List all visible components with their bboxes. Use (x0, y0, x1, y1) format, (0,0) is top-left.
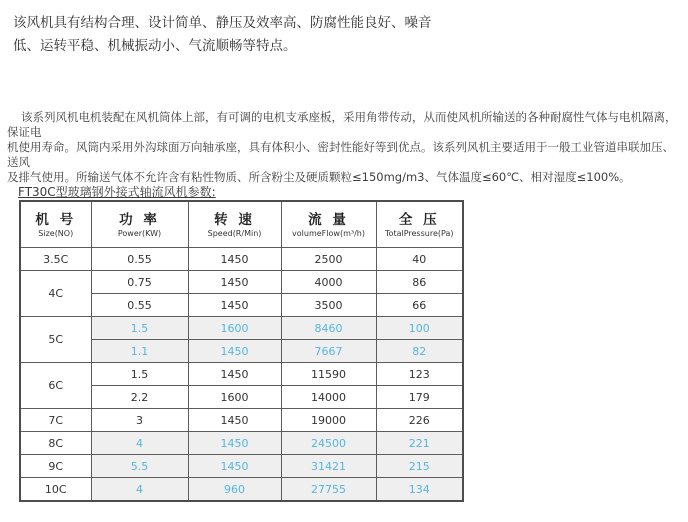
fan-table-body (20, 248, 463, 502)
table-row (20, 248, 463, 271)
fan-parameters-table (19, 200, 464, 502)
col-header-power-en: Power(KW) (117, 229, 162, 238)
size-cell: 5C (20, 317, 91, 363)
speed-cell: 1600 (188, 317, 281, 340)
table-row (20, 432, 463, 455)
table-header (20, 201, 463, 248)
col-header-flow-zh: 流 量 (308, 212, 349, 228)
header-row (20, 201, 463, 248)
text-line: 及排气使用。所输送气体不允许含有粘性物质、所含粉尘及硬质颗粒≤150mg/m3、气体温度≤60℃、相对湿度≤100%。 (7, 170, 631, 184)
col-header-size-en: Size(NO) (38, 229, 74, 238)
flow-cell: 7667 (281, 340, 376, 363)
speed-cell: 1450 (188, 363, 281, 386)
power-cell: 0.75 (91, 271, 188, 294)
flow-cell: 4000 (281, 271, 376, 294)
size-cell: 3.5C (20, 248, 91, 271)
col-header-speed-en: Speed(R/Min) (207, 229, 262, 238)
text-line: 机使用寿命。风筒内采用外沟球面万向轴承座，具有体积小、密封性能好等到优点。该系列风机主要适用于一般工业管道串联加压、送风 (7, 140, 674, 169)
table-row (20, 317, 463, 340)
power-cell: 3 (91, 409, 188, 432)
size-cell: 7C (20, 409, 91, 432)
speed-cell: 1450 (188, 248, 281, 271)
text-line: 该风机具有结构合理、设计简单、静压及效率高、防腐性能良好、噪音 (13, 15, 432, 31)
flow-cell: 27755 (281, 478, 376, 502)
intro-paragraph (13, 12, 432, 57)
power-cell: 5.5 (91, 455, 188, 478)
size-cell: 10C (20, 478, 91, 502)
speed-cell: 960 (188, 478, 281, 502)
power-cell: 1.5 (91, 317, 188, 340)
size-cell: 8C (20, 432, 91, 455)
description-paragraph (7, 110, 685, 185)
pressure-cell: 40 (376, 248, 463, 271)
size-cell: 9C (20, 455, 91, 478)
flow-cell: 11590 (281, 363, 376, 386)
table-row (20, 409, 463, 432)
speed-cell: 1450 (188, 271, 281, 294)
table-title: FT30C型玻璃钢外接式轴流风机参数: (18, 185, 216, 199)
speed-cell: 1450 (188, 340, 281, 363)
flow-cell: 2500 (281, 248, 376, 271)
col-header-speed-zh: 转 速 (214, 212, 255, 228)
flow-cell: 8460 (281, 317, 376, 340)
pressure-cell: 82 (376, 340, 463, 363)
text-line: 该系列风机电机装配在风机筒体上部，有可调的电机支承座板，采用角带传动，从而使风机所输送的各种耐腐性气体与电机隔离，保证电 (7, 110, 677, 139)
col-header-power-zh: 功 率 (119, 212, 160, 228)
col-header-speed (188, 201, 281, 248)
flow-cell: 14000 (281, 386, 376, 409)
col-header-pressure-en: TotalPressure(Pa) (385, 229, 454, 238)
text-line: 低、运转平稳、机械振动小、气流顺畅等特点。 (13, 37, 297, 54)
power-cell: 2.2 (91, 386, 188, 409)
flow-cell: 3500 (281, 294, 376, 317)
col-header-flow (281, 201, 376, 248)
power-cell: 1.1 (91, 340, 188, 363)
flow-cell: 31421 (281, 455, 376, 478)
pressure-cell: 123 (376, 363, 463, 386)
speed-cell: 1600 (188, 386, 281, 409)
table-row (20, 455, 463, 478)
pressure-cell: 100 (376, 317, 463, 340)
power-cell: 4 (91, 478, 188, 502)
pressure-cell: 215 (376, 455, 463, 478)
power-cell: 1.5 (91, 363, 188, 386)
table-row (20, 478, 463, 502)
col-header-pressure-zh: 全 压 (398, 212, 440, 228)
speed-cell: 1450 (188, 294, 281, 317)
power-cell: 0.55 (91, 248, 188, 271)
pressure-cell: 66 (376, 294, 463, 317)
table-row (20, 271, 463, 294)
col-header-size-zh: 机 号 (35, 212, 77, 228)
flow-cell: 24500 (281, 432, 376, 455)
speed-cell: 1450 (188, 455, 281, 478)
pressure-cell: 221 (376, 432, 463, 455)
col-header-power (91, 201, 188, 248)
pressure-cell: 226 (376, 409, 463, 432)
col-header-size (20, 201, 91, 248)
col-header-pressure (376, 201, 463, 248)
pressure-cell: 86 (376, 271, 463, 294)
power-cell: 4 (91, 432, 188, 455)
power-cell: 0.55 (91, 294, 188, 317)
speed-cell: 1450 (188, 409, 281, 432)
speed-cell: 1450 (188, 432, 281, 455)
size-cell: 4C (20, 271, 91, 317)
col-header-flow-en: volumeFlow(m³/h) (292, 229, 365, 238)
pressure-cell: 134 (376, 478, 463, 502)
size-cell: 6C (20, 363, 91, 409)
table-row (20, 363, 463, 386)
flow-cell: 19000 (281, 409, 376, 432)
pressure-cell: 179 (376, 386, 463, 409)
